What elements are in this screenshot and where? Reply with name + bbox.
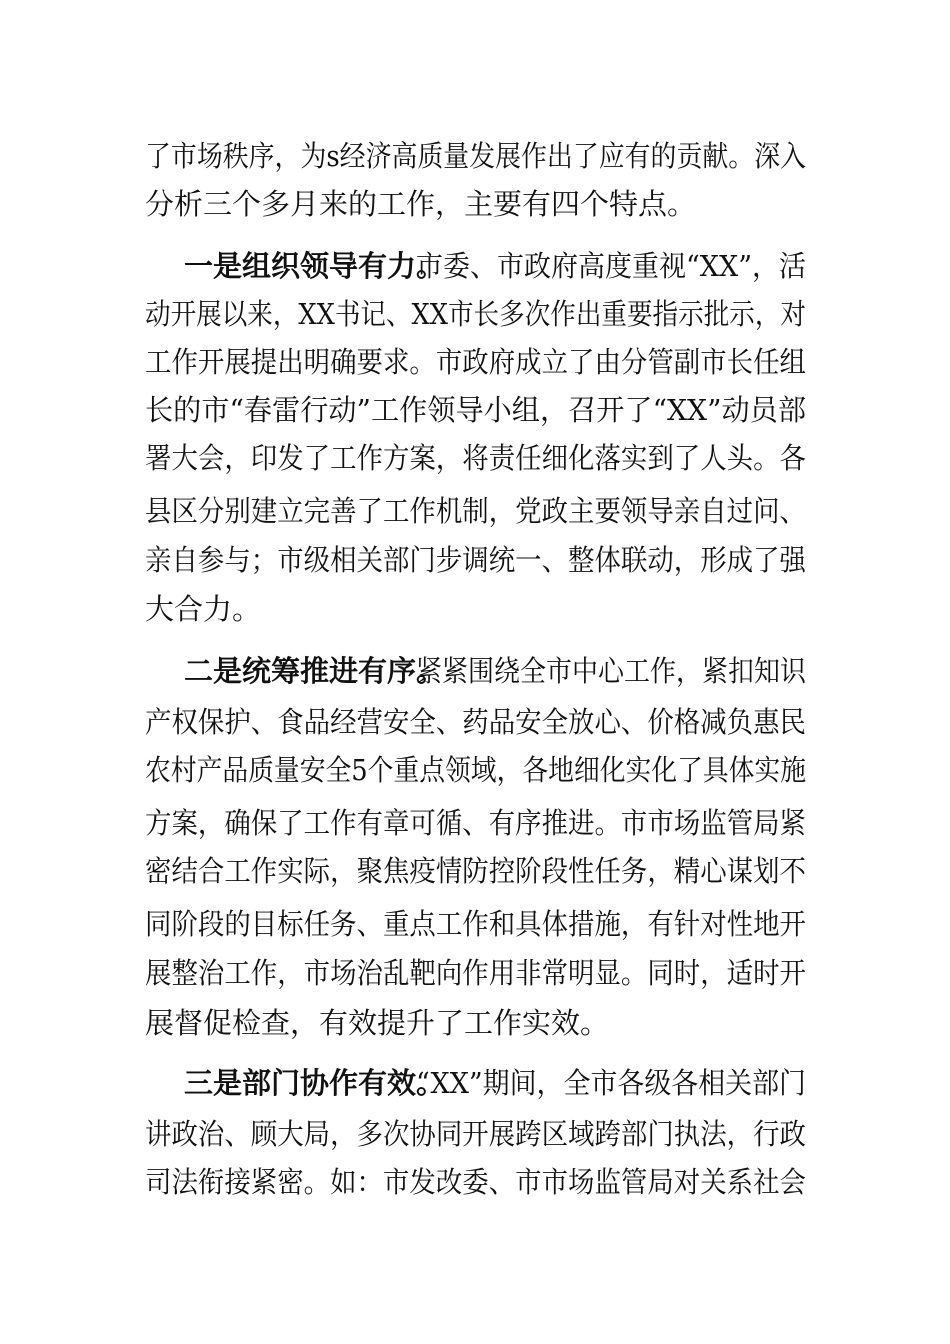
body-text: 密结合工作实际，聚焦疫情防控阶段性任务，精心谋划不	[145, 854, 806, 888]
body-text: 紧紧围绕全市中心工作，紧扣知识	[416, 654, 806, 688]
paragraph-2-line-8	[0, 584, 950, 634]
paragraph-4-line-3	[0, 1157, 950, 1207]
paragraph-1-line-2	[0, 179, 950, 229]
body-text: 署大会，印发了工作方案，将责任细化落实到了人头。各	[145, 441, 806, 475]
body-text: 了市场秩序，为s经济高质量发展作出了应有的贡献。深入	[145, 139, 807, 173]
paragraph-1-line-1	[0, 131, 950, 181]
body-text: 亲自参与；市级相关部门步调统一、整体联动，形成了强	[145, 543, 806, 577]
body-text: 方案，确保了工作有章可循、有序推进。市市场监管局紧	[145, 806, 806, 840]
paragraph-2-line-6	[0, 486, 950, 536]
body-text: 展整治工作，市场治乱靶向作用非常明显。同时，适时开	[145, 956, 806, 990]
body-text: 分析三个多月来的工作，主要有四个特点。	[145, 187, 697, 221]
paragraph-2-line-5	[0, 433, 950, 483]
body-text: 展督促检查，有效提升了工作实效。	[145, 1006, 610, 1040]
body-text: 县区分别建立完善了工作机制，党政主要领导亲自过问、	[145, 494, 806, 528]
body-text: 大合力。	[145, 592, 262, 626]
paragraph-3-line-2	[0, 697, 950, 747]
paragraph-heading: 二是统筹推进有序。	[184, 654, 446, 688]
paragraph-2-line-4	[0, 385, 950, 435]
body-text: 同阶段的目标任务、重点工作和具体措施，有针对性地开	[145, 907, 806, 941]
body-text: 长的市“春雷行动”工作领导小组，召开了“XX”动员部	[145, 393, 807, 427]
paragraph-3-line-3	[0, 745, 950, 795]
paragraph-3-line-5	[0, 846, 950, 896]
paragraph-2-line-2	[0, 289, 950, 339]
body-text: 产权保护、食品经营安全、药品安全放心、价格减负惠民	[145, 705, 806, 739]
paragraph-3-line-4	[0, 798, 950, 848]
paragraph-heading: 一是组织领导有力。	[184, 249, 446, 283]
paragraph-3-line-6	[0, 899, 950, 949]
body-text: 司法衔接紧密。如：市发改委、市市场监管局对关系社会	[145, 1165, 806, 1199]
body-text: 讲政治、顾大局，多次协同开展跨区域跨部门执法，行政	[145, 1117, 806, 1151]
body-text: 市委、市政府高度重视“XX”，活	[416, 249, 807, 283]
body-text: 动开展以来，XX书记、XX市长多次作出重要指示批示，对	[145, 297, 806, 331]
paragraph-2-line-7	[0, 535, 950, 585]
paragraph-2-line-1	[0, 241, 950, 291]
body-text: 工作开展提出明确要求。市政府成立了由分管副市长任组	[145, 345, 806, 379]
paragraph-3-line-1	[0, 646, 950, 696]
paragraph-heading: 三是部门协作有效。	[184, 1066, 446, 1100]
paragraph-4-line-2	[0, 1109, 950, 1159]
body-text: “XX”期间，全市各级各相关部门	[416, 1066, 807, 1100]
paragraph-4-line-1	[0, 1058, 950, 1108]
paragraph-3-line-7	[0, 948, 950, 998]
paragraph-3-line-8	[0, 998, 950, 1048]
body-text: 农村产品质量安全5个重点领域，各地细化实化了具体实施	[145, 753, 807, 787]
paragraph-2-line-3	[0, 337, 950, 387]
